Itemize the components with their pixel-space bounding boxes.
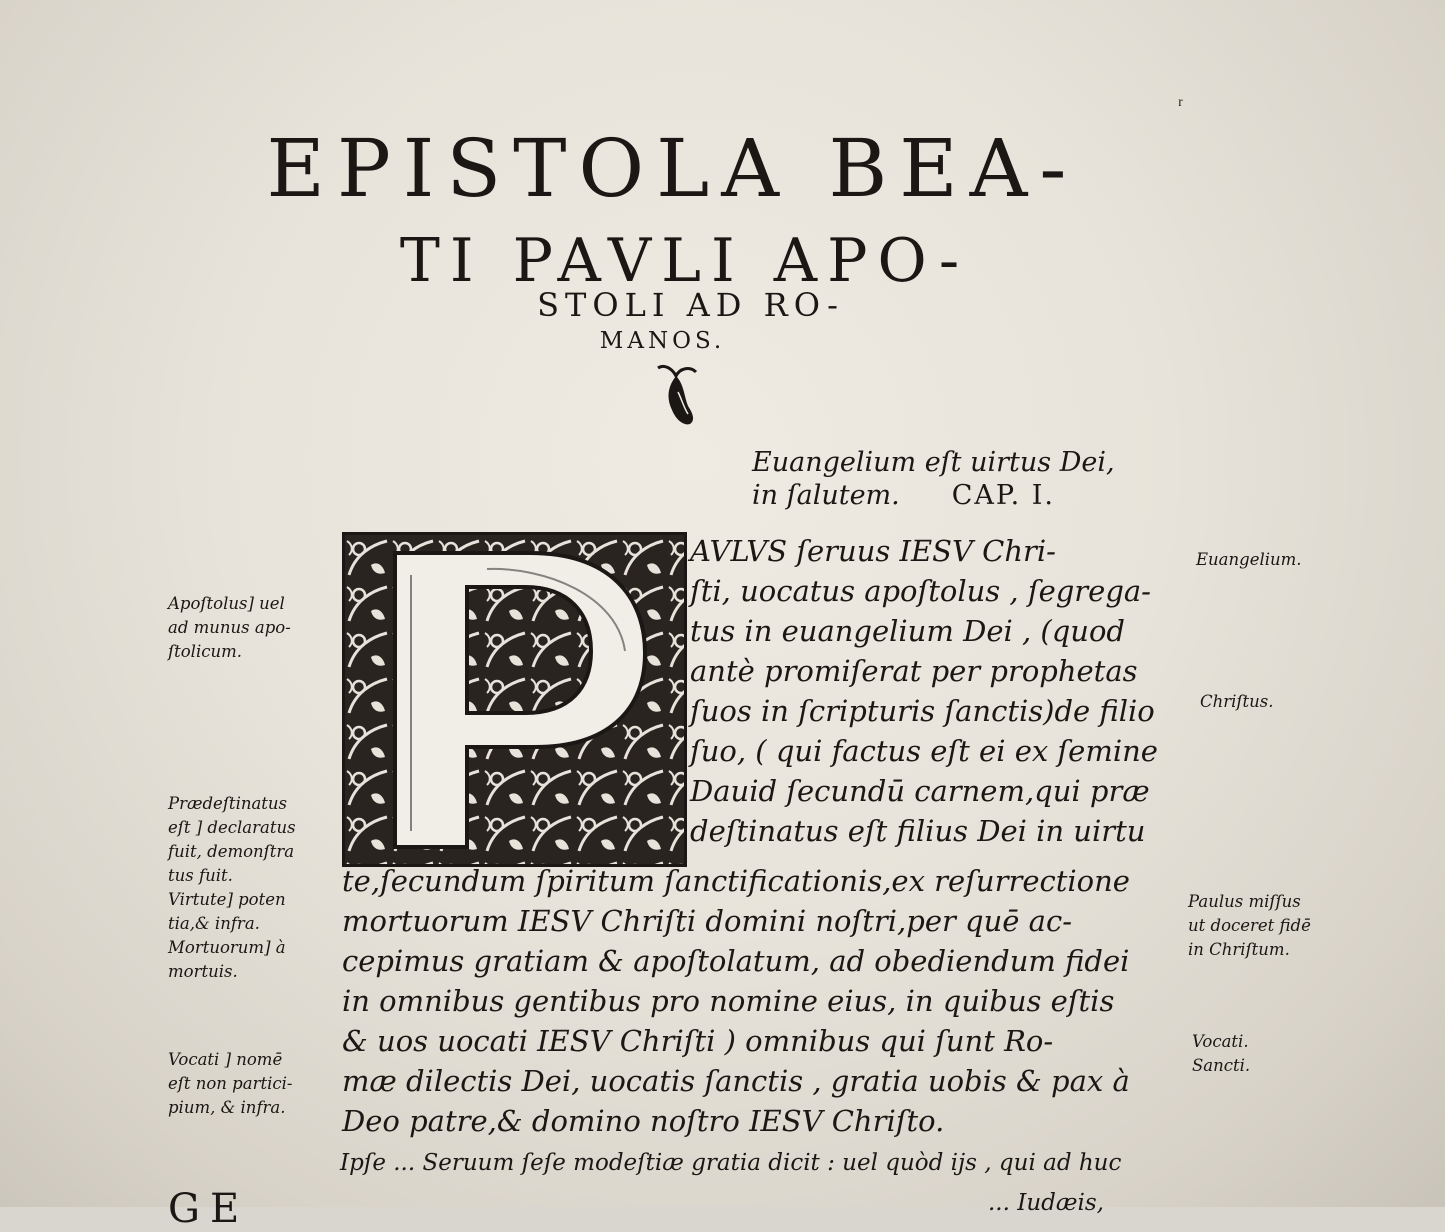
right-margin-note-3: Paulus miſſus ut doceret fidē in Chriſtum. [1188,892,1311,959]
summary-line-2: in ſalutem. [752,480,900,511]
left-margin-note-2: Prædeſtinatus eſt ] declaratus fuit, demonſtra tus fuit. Virtute] poten tia,& infra. Mortuorum] à mortuis. [168,794,296,981]
summary-line-1: Euangelium eſt uirtus Dei, [752,447,1115,478]
right-margin-note-1: Euangelium. [1196,550,1302,569]
body-line-5: ſuos in ſcripturis ſanctis)de filio [690,694,1155,728]
body-line-15: Deo patre,& domino noſtro IESV Chriſto. [342,1104,945,1138]
commentary-line: Ipſe ... Seruum ſeſe modeſtiæ gratia dicit : uel quòd ijs , qui ad huc [340,1150,1122,1176]
commentary-cut-text: ... Iudæis, [988,1190,1104,1216]
commentary-line-cut [338,1190,1158,1216]
body-line-8: deſtinatus eſt filius Dei in uirtu [690,814,1146,848]
title-line-4: MANOS. [599,328,726,354]
body-line-3: tus in euangelium Dei , (quod [690,614,1125,648]
body-line-13: & uos uocati IESV Chriſti ) omnibus qui ſunt Ro- [342,1024,1054,1058]
leaf-fleuron-icon [650,362,702,435]
body-line-14: mæ dilectis Dei, uocatis ſanctis , gratia uobis & pax à [342,1064,1130,1098]
body-line-10: mortuorum IESV Chriſti domini noſtri,per quē ac- [342,904,1073,938]
title-line-3: STOLI AD RO- [537,286,844,324]
body-line-9: te,ſecundum ſpiritum ſanctificationis,ex reſurrectione [342,864,1130,898]
body-line-1: AVLVS ſeruus IESV Chri- [690,534,1056,568]
body-line-11: cepimus gratiam & apoſtolatum, ad obediendum fidei [342,944,1130,978]
body-line-6: ſuo, ( qui factus eſt ei ex ſemine [690,734,1158,768]
body-line-7: Dauid ſecundū carnem,qui præ [690,774,1150,808]
title-line-2: TI PAVLI APO- [399,226,970,296]
commentary-initial: GE [168,1186,250,1232]
body-line-12: in omnibus gentibus pro nomine eius, in quibus eſtis [342,984,1115,1018]
right-margin-note-4: Vocati. Sancti. [1192,1032,1251,1075]
left-margin-note-3: Vocati ] nomē eſt non partici- pium, & infra. [168,1050,293,1117]
left-margin-note-1: Apoſtolus] uel ad munus apo- ſtolicum. [168,594,291,661]
right-margin-note-2: Chriſtus. [1200,692,1274,711]
title-line-1: EPISTOLA BEA- [266,122,1079,215]
decorated-initial [342,532,687,867]
chapter-number: CAP. I. [951,480,1056,511]
chapter-summary [752,446,1115,512]
body-line-2: ſti, uocatus apoſtolus , ſegrega- [690,574,1151,608]
body-line-4: antè promiſerat per prophetas [690,654,1138,688]
corner-mark: ʳ [1178,92,1183,117]
